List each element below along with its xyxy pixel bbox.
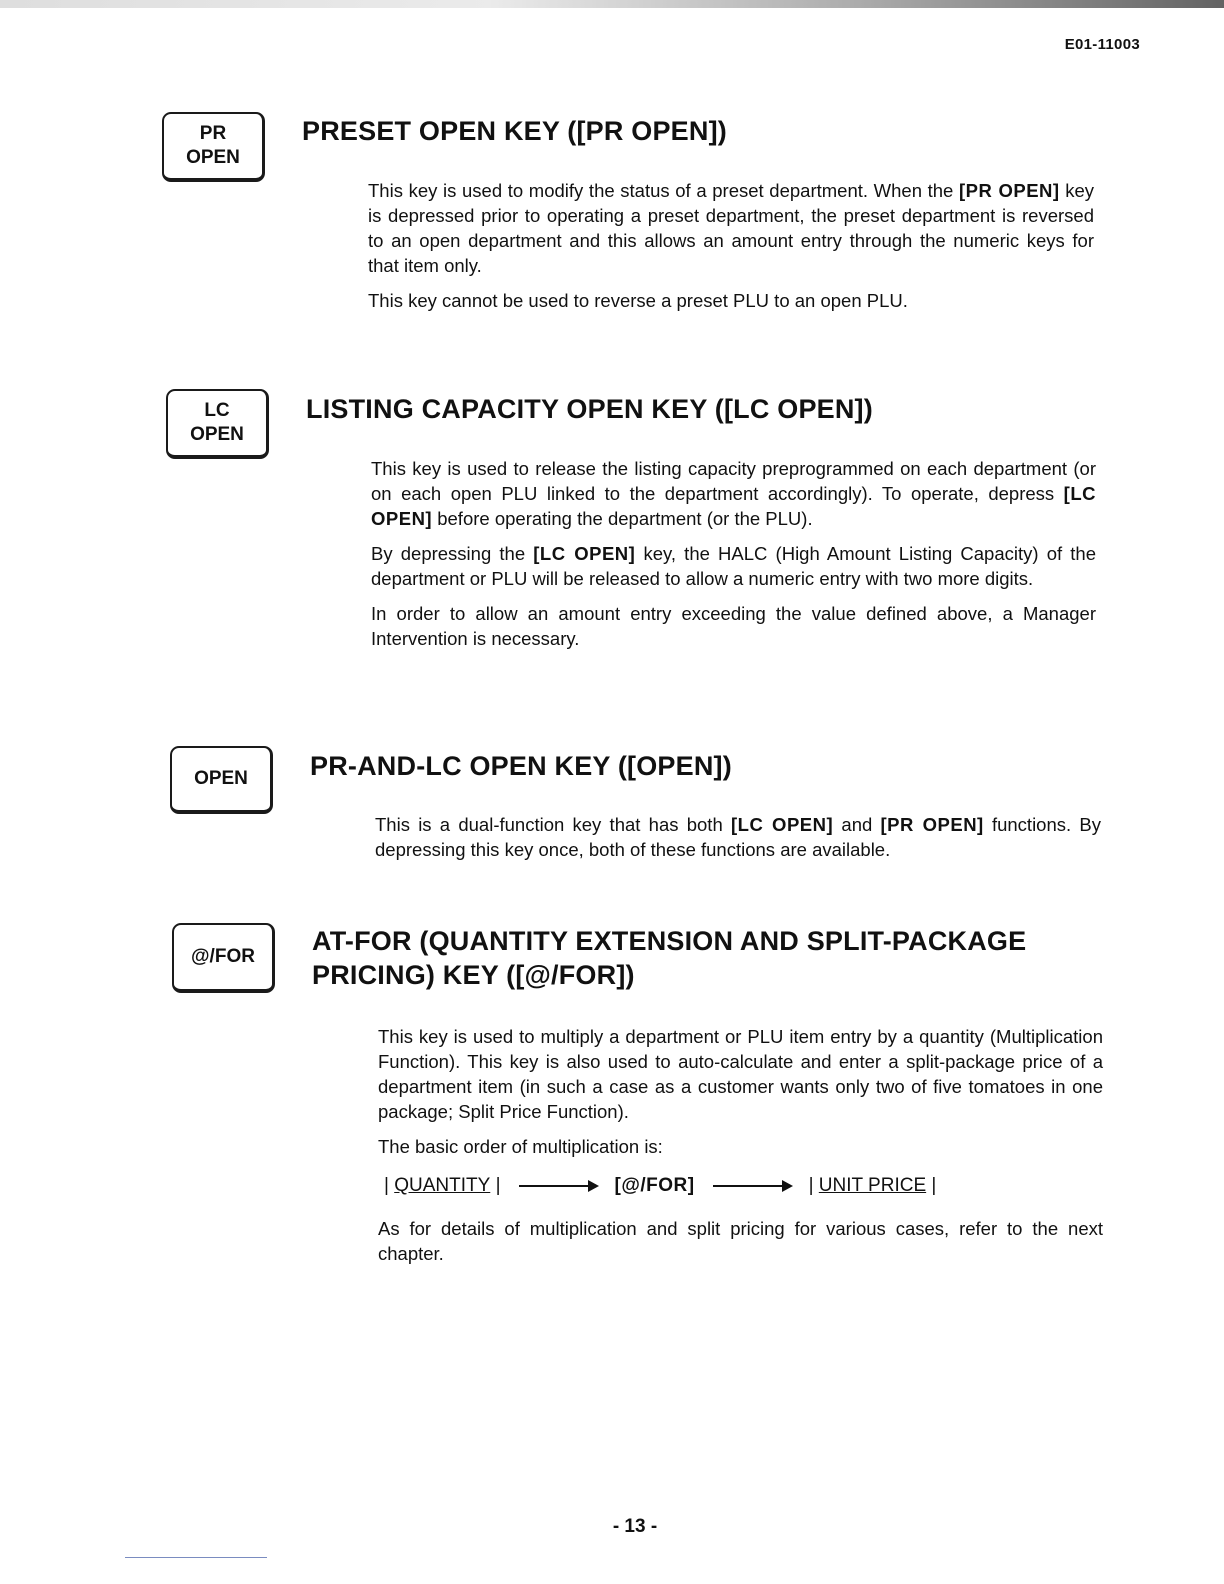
section-heading: PR-AND-LC OPEN KEY ([OPEN]) [310, 751, 732, 781]
text-run: functions. By depressing this key once, both of these functions are available. [375, 814, 1101, 860]
lc-open-key-icon [166, 389, 269, 459]
section-body [371, 456, 1096, 661]
text-run: key is depressed prior to operating a preset department, the preset department is reversed to an open department and this allows an amount entry through the numeric keys for that item only. [368, 180, 1094, 276]
page-number: - 13 - [612, 1516, 658, 1537]
text-run: By depressing the [371, 543, 534, 564]
formula-bar: | [808, 1175, 814, 1196]
text-run: key, the HALC (High Amount Listing Capacity) of the department or PLU will be released to allow a numeric entry with two more digits. [371, 543, 1096, 589]
key-reference: [PR OPEN] [958, 180, 1060, 201]
multiplication-formula [384, 1173, 1103, 1198]
right-arrow-icon [713, 1185, 791, 1187]
key-reference: [LC OPEN] [371, 483, 1096, 529]
text-run: This key is used to modify the status of a preset department. When the [368, 180, 959, 201]
formula-bar: | [495, 1175, 501, 1196]
key-reference: [LC OPEN] [533, 543, 636, 564]
scan-edge-artifact [0, 0, 1224, 8]
formula-unit-price: UNIT PRICE [818, 1175, 927, 1196]
paragraph: The basic order of multiplication is: [378, 1136, 663, 1157]
paragraph [371, 541, 1096, 591]
key-label-line: PR [199, 123, 227, 144]
section-heading: PRESET OPEN KEY ([PR OPEN]) [302, 116, 727, 146]
section-body [378, 1024, 1103, 1276]
paragraph: This key is used to multiply a department or PLU item entry by a quantity (Multiplication Function). This key is also used to auto-calculate and enter a split-package price of a department item (in such a case as a customer wants only two of five tomatoes in one package; Split Price Function). [378, 1026, 1103, 1122]
text-run: before operating the department (or the PLU). [432, 508, 813, 529]
right-arrow-icon [519, 1185, 597, 1187]
paragraph [371, 456, 1096, 531]
section-heading [312, 924, 1026, 992]
key-label-line: OPEN [186, 147, 240, 168]
pr-open-key-icon [162, 112, 265, 182]
key-label-line: @/FOR [191, 946, 255, 967]
key-label-line: OPEN [194, 768, 248, 789]
document-id: E01-11003 [1064, 36, 1140, 53]
paragraph [375, 812, 1101, 862]
formula-quantity: QUANTITY [394, 1175, 491, 1196]
paragraph: This key cannot be used to reverse a preset PLU to an open PLU. [368, 290, 908, 311]
paragraph: In order to allow an amount entry exceeding the value defined above, a Manager Intervention is necessary. [371, 603, 1096, 649]
heading-line: AT-FOR (QUANTITY EXTENSION AND SPLIT-PACKAGE [312, 926, 1027, 956]
formula-at-for: [@/FOR] [614, 1175, 695, 1196]
heading-line: PRICING) KEY ([@/FOR]) [312, 960, 635, 990]
section-body [368, 178, 1094, 323]
formula-bar: | [384, 1175, 389, 1196]
text-run: This is a dual-function key that has both [375, 814, 731, 835]
footer-rule [125, 1557, 267, 1558]
text-run: This key is used to release the listing capacity preprogrammed on each department (or on each open PLU linked to the department accordingly). To operate, depress [371, 458, 1096, 504]
key-label-line: LC [204, 400, 230, 421]
key-label-line: OPEN [190, 424, 244, 445]
paragraph: As for details of multiplication and split pricing for various cases, refer to the next chapter. [378, 1218, 1103, 1264]
open-key-icon [170, 746, 273, 814]
section-body [375, 812, 1101, 872]
text-run: and [833, 814, 881, 835]
section-heading: LISTING CAPACITY OPEN KEY ([LC OPEN]) [306, 394, 873, 424]
formula-bar: | [931, 1175, 937, 1196]
key-reference: [PR OPEN] [880, 814, 984, 835]
paragraph [368, 178, 1094, 278]
at-for-key-icon [172, 923, 275, 993]
key-reference: [LC OPEN] [730, 814, 834, 835]
